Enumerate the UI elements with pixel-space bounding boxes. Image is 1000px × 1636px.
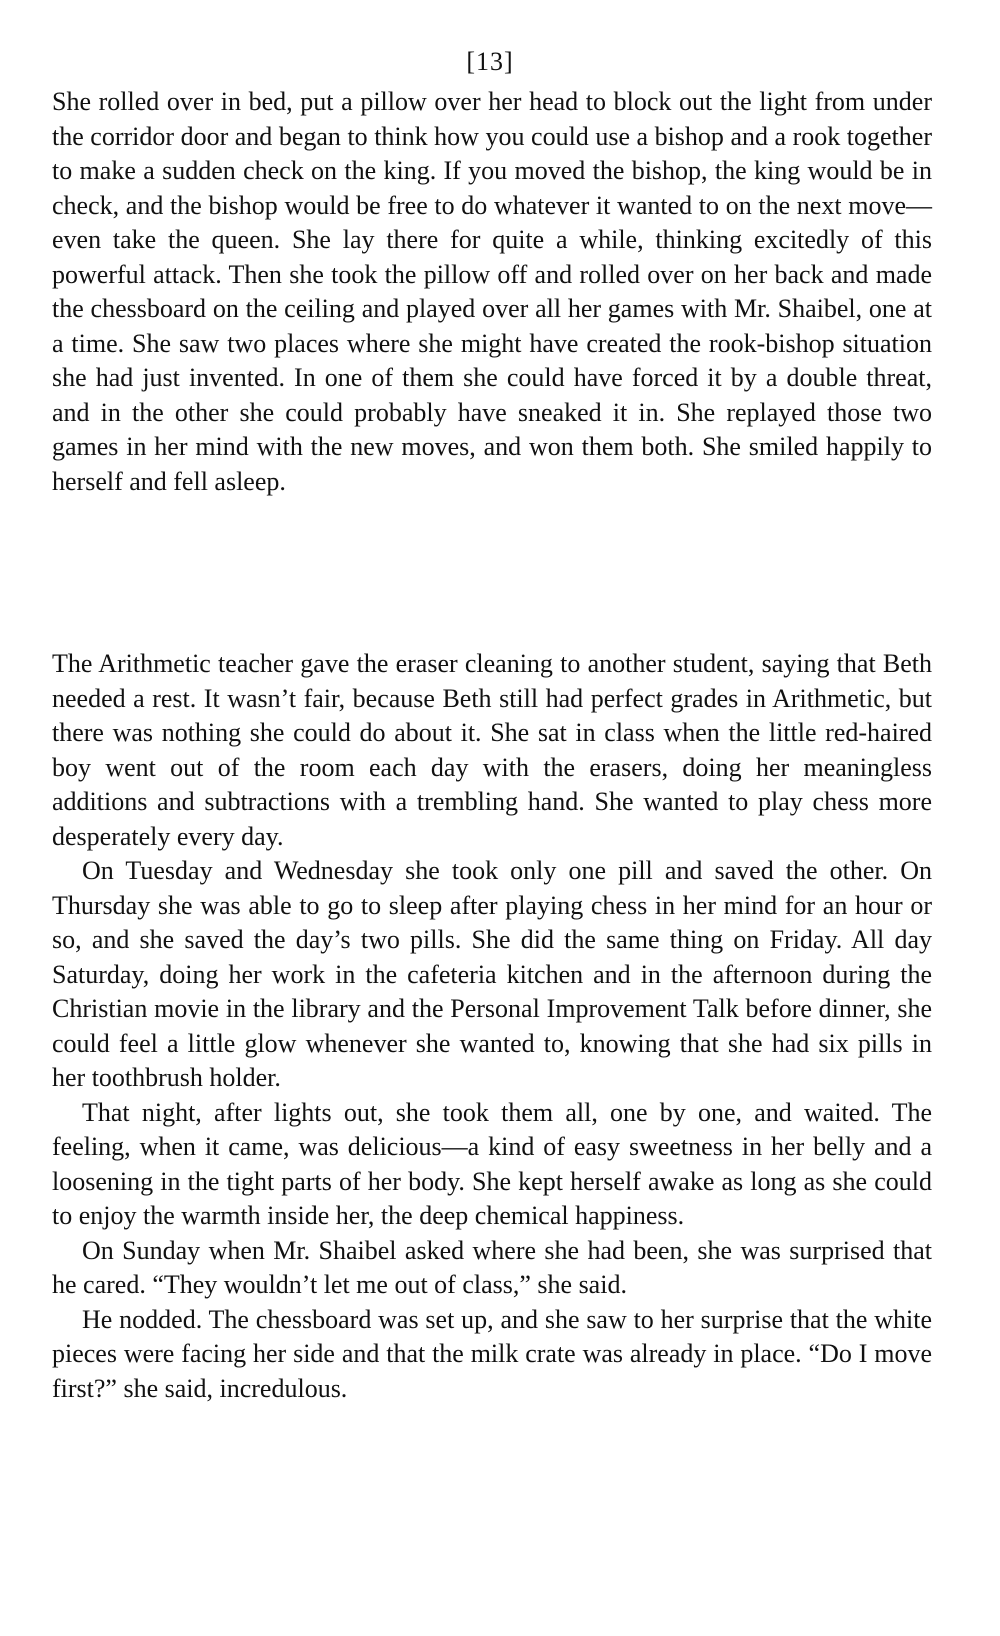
paragraph: The Arithmetic teacher gave the eraser cleaning to another student, saying that Beth needed a rest. It wasn’t fair, because Beth still had perfect grades in Arithmetic, but there was nothing she could do about it. She sat in class when the little red-haired boy went out of the room each day with the erasers, doing her meaningless additions and subtractions with a trembling hand. She wanted to play chess more desperately every day. (52, 649, 932, 851)
text-section-one (52, 85, 932, 499)
paragraph: That night, after lights out, she took them all, one by one, and waited. The feeling, when it came, was delicious—a kind of easy sweetness in her belly and a loosening in the tight parts of her body. She kept herself awake as long as she could to enjoy the warmth inside her, the deep chemical happiness. (52, 1097, 932, 1230)
paragraph: On Tuesday and Wednesday she took only one pill and saved the other. On Thursday she was able to go to sleep after playing chess in her mind for an hour or so, and she saved the day’s two pills. She did the same thing on Friday. All day Saturday, doing her work in the cafeteria kitchen and in the afternoon during the Christian movie in the library and the Personal Improvement Talk before dinner, she could feel a little glow whenever she wanted to, knowing that she had six pills in her toothbrush holder. (52, 856, 932, 1092)
text-section-two (52, 647, 932, 1406)
page-number: [13] (466, 47, 514, 76)
paragraph: He nodded. The chessboard was set up, and she saw to her surprise that the white pieces were facing her side and that the milk crate was already in place. “Do I move first?” she said, incredulous. (52, 1304, 932, 1403)
paragraph: On Sunday when Mr. Shaibel asked where she had been, she was surprised that he cared. “They wouldn’t let me out of class,” she said. (52, 1235, 932, 1299)
paragraph: She rolled over in bed, put a pillow over her head to block out the light from under the corridor door and began to think how you could use a bishop and a rook together to make a sudden check on the king. If you moved the bishop, the king would be in check, and the bishop would be free to do whatever it wanted to on the next move—even take the queen. She lay there for quite a while, thinking excitedly of this powerful attack. Then she took the pillow off and rolled over on her back and made the chessboard on the ceiling and played over all her games with Mr. Shaibel, one at a time. She saw two places where she might have created the rook-bishop situation she had just invented. In one of them she could have forced it by a double threat, and in the other she could probably have sneaked it in. She replayed those two games in her mind with the new moves, and won them both. She smiled happily to herself and fell asleep. (52, 87, 932, 496)
